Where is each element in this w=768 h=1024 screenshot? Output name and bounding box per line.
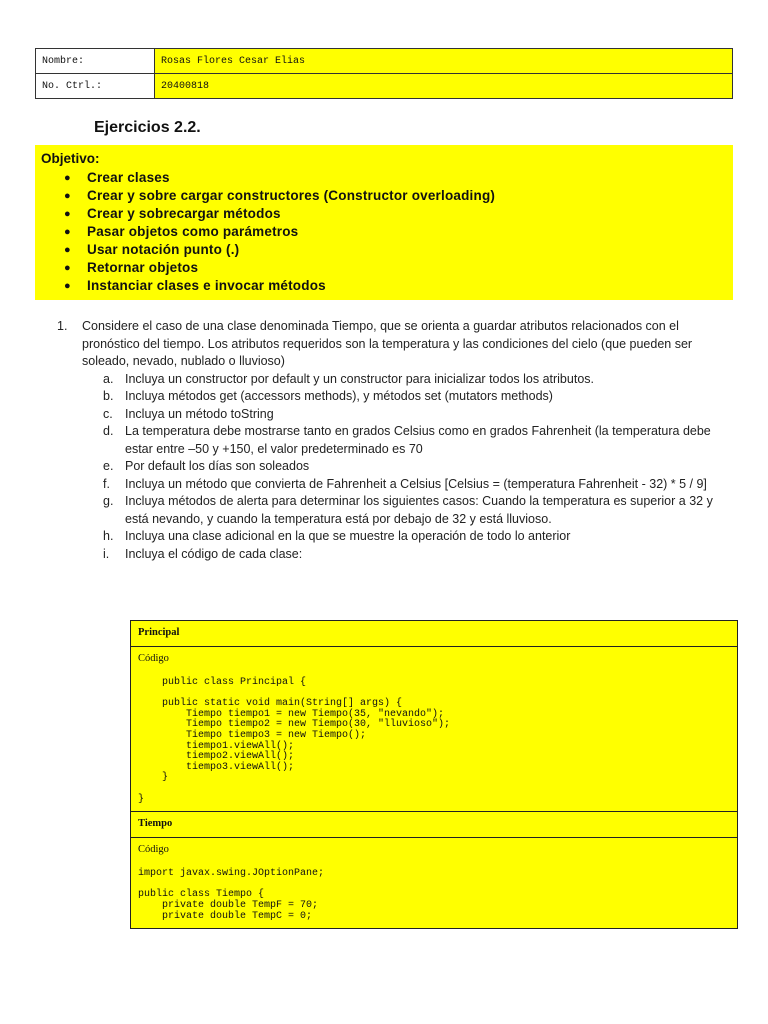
exercise-item: h. Incluya una clase adicional en la que se muestre la operación de todo lo anterior <box>103 529 571 543</box>
exercise-item: g. Incluya métodos de alerta para determinar los siguientes casos: Cuando la temperatura es superior a 32 y está nevando, y cuando la temperatura está por debajo de 32 y está lluvioso. <box>103 494 713 526</box>
exercise-item: a. Incluya un constructor por default y un constructor para inicializar todos los atributos. <box>103 371 594 386</box>
code-header-principal <box>131 621 737 647</box>
code-label: Código <box>138 653 169 664</box>
name-label: Nombre: <box>36 49 155 74</box>
ctrl-row <box>36 74 733 99</box>
objective-item: ● Pasar objetos como parámetros <box>64 224 299 239</box>
objective-list <box>35 169 495 295</box>
exercise-1 <box>57 318 737 563</box>
objective-item: ● Crear clases <box>64 170 170 185</box>
code-header-tiempo <box>131 812 737 838</box>
bullet-icon: ● <box>64 172 71 184</box>
bullet-icon: ● <box>64 190 71 202</box>
objective-item: ● Usar notación punto (.) <box>64 242 240 257</box>
bullet-icon: ● <box>64 244 71 256</box>
objective-item: ● Crear y sobrecargar métodos <box>64 206 281 221</box>
objective-item: ● Crear y sobre cargar constructores (Constructor overloading) <box>64 188 496 203</box>
code-body-tiempo <box>131 838 737 928</box>
student-info-table <box>35 48 733 99</box>
name-value: Rosas Flores Cesar Elias <box>155 49 733 74</box>
name-row <box>36 49 733 74</box>
code-table <box>130 620 738 929</box>
exercise-item: c. Incluya un método toString <box>103 406 274 421</box>
exercise-item: d. La temperatura debe mostrarse tanto en grados Celsius como en grados Fahrenheit (la temperatura debe estar entre –50 y +150, el valor predeterminado es 70 <box>103 424 711 456</box>
code-block: public class Principal { public static void main(String[] args) { Tiempo tiempo1 = new Tiempo(35, "nevando"); Tiempo tiempo2 = new Tiempo(30, "lluvioso"); Tiempo tiempo3 = new Tiempo(); tiempo1.viewAll(); tiempo2.viewAll(); tiempo3.viewAll(); } } <box>138 677 451 805</box>
exercise-number: 1. <box>57 319 68 333</box>
objective-label: Objetivo: <box>41 151 100 166</box>
class-name: Tiempo <box>138 818 173 830</box>
exercise-item: e. Por default los días son soleados <box>103 459 310 473</box>
code-block: import javax.swing.JOptionPane; public class Tiempo { private double TempF = 70; private double TempC = 0; <box>138 868 325 922</box>
code-label: Código <box>138 844 169 856</box>
ctrl-value: 20400818 <box>155 74 733 99</box>
page-title: Ejercicios 2.2. <box>94 119 201 136</box>
bullet-icon: ● <box>64 280 71 292</box>
exercise-text: Considere el caso de una clase denominada Tiempo, que se orienta a guardar atributos relacionados con el pronóstico del tiempo. Los atributos requeridos son la temperatura y las condiciones del cielo (que pueden ser soleado, nevado, nublado o lluvioso) <box>82 319 693 368</box>
exercise-item: i. Incluya el código de cada clase: <box>103 546 303 561</box>
bullet-icon: ● <box>64 262 71 274</box>
ctrl-label: No. Ctrl.: <box>36 74 155 99</box>
class-name: Principal <box>138 627 180 638</box>
exercise-item: b. Incluya métodos get (accessors methods), y métodos set (mutators methods) <box>103 389 553 403</box>
bullet-icon: ● <box>64 208 71 220</box>
code-body-principal <box>131 647 737 812</box>
exercise-item: f. Incluya un método que convierta de Fahrenheit a Celsius [Celsius = (temperatura Fahrenheit - 32) * 5 / 9] <box>103 476 707 491</box>
objective-item: ● Instanciar clases e invocar métodos <box>64 278 326 293</box>
objective-item: ● Retornar objetos <box>64 260 199 275</box>
objective-box <box>35 145 733 300</box>
bullet-icon: ● <box>64 226 71 238</box>
